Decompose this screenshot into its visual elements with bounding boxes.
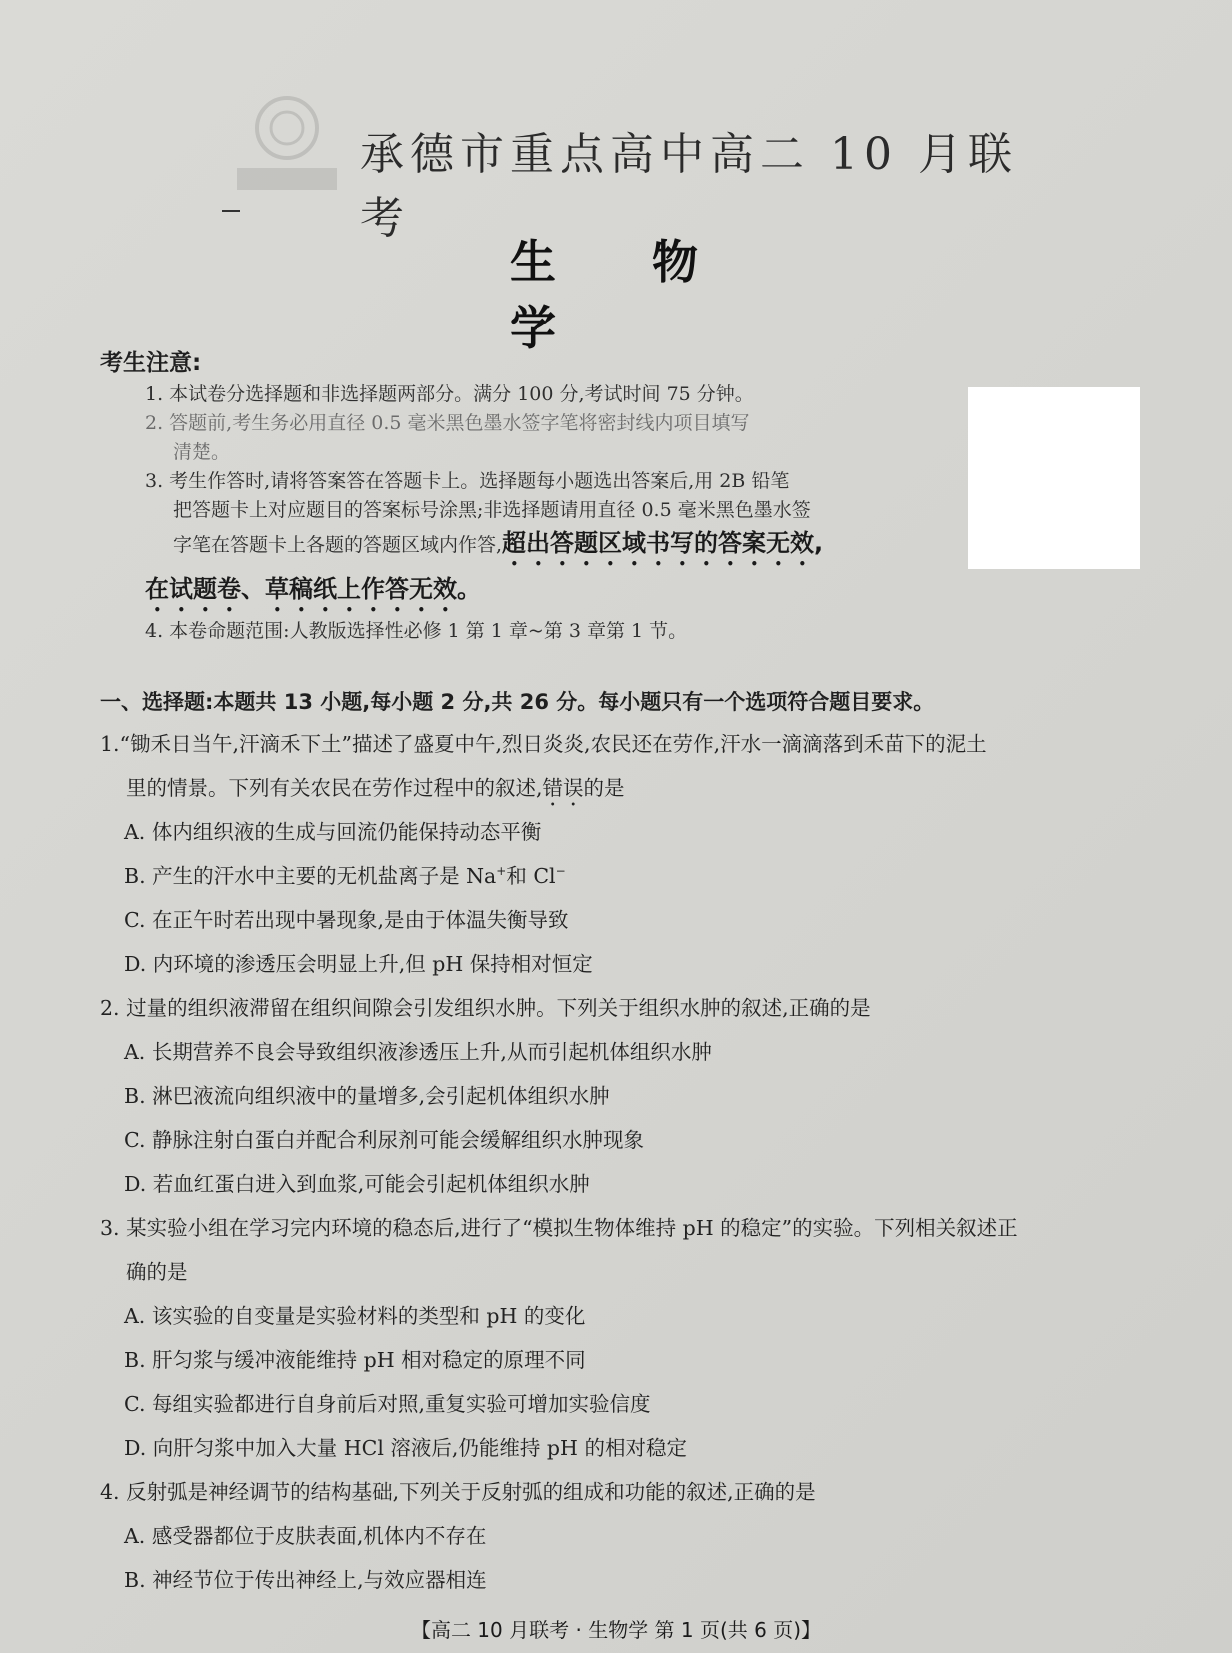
option-4b: B. 神经节位于传出神经上,与效应器相连 [124, 1568, 487, 1592]
option-1b-sup1: + [496, 864, 507, 879]
notice-item-2-cont: 清楚。 [173, 441, 231, 463]
option-2b: B. 淋巴液流向组织液中的量增多,会引起机体组织水肿 [124, 1084, 610, 1108]
option-2a: A. 长期营养不良会导致组织液渗透压上升,从而引起机体组织水肿 [124, 1040, 712, 1064]
question-2: 2. 过量的组织液滞留在组织间隙会引发组织水肿。下列关于组织水肿的叙述,正确的是 [100, 996, 871, 1020]
option-3b: B. 肝匀浆与缓冲液能维持 pH 相对稳定的原理不同 [124, 1348, 586, 1372]
school-seal-watermark [222, 88, 352, 208]
question-1-cont [100, 766, 1160, 810]
section-title: 一、选择题:本题共 13 小题,每小题 2 分,共 26 分。每小题只有一个选项符合题目要求。 [100, 690, 935, 714]
notice-title: 考生注意: [100, 350, 202, 376]
option-1b-text: B. 产生的汗水中主要的无机盐离子是 Na [124, 864, 497, 888]
page-footer: 【高二 10 月联考 · 生物学 第 1 页(共 6 页)】 [410, 1618, 822, 1642]
option-2d: D. 若血红蛋白进入到血浆,可能会引起机体组织水肿 [124, 1172, 590, 1196]
question-1-emphasis: 错误 [542, 776, 584, 800]
notice-emphasis-2: 在试题卷、草稿纸上作答无效。 [145, 575, 481, 603]
question-3: 3. 某实验小组在学习完内环境的稳态后,进行了“模拟生物体维持 pH 的稳定”的实验。下列相关叙述正 [100, 1216, 1018, 1240]
question-3-cont: 确的是 [126, 1260, 188, 1284]
option-2c: C. 静脉注射白蛋白并配合利尿剂可能会缓解组织水肿现象 [124, 1128, 644, 1152]
option-1b-mid: 和 Cl [506, 864, 556, 888]
question-1: 1.“锄禾日当午,汗滴禾下土”描述了盛夏中午,烈日炎炎,农民还在劳作,汗水一滴滴落到禾苗下的泥土 [100, 732, 987, 756]
subject-title: 生 物 学 [510, 235, 739, 355]
question-1-end: 的是 [583, 776, 625, 800]
redacted-barcode-box [968, 387, 1140, 569]
option-3c: C. 每组实验都进行自身前后对照,重复实验可增加实验信度 [124, 1392, 651, 1416]
option-1b [100, 854, 1160, 898]
option-1a: A. 体内组织液的生成与回流仍能保持动态平衡 [124, 820, 542, 844]
notice-item-3-cont: 把答题卡上对应题目的答案标号涂黑;非选择题请用直径 0.5 毫米黑色墨水签 [173, 499, 811, 521]
option-1b-sup2: − [555, 864, 566, 879]
option-1c: C. 在正午时若出现中暑现象,是由于体温失衡导致 [124, 908, 569, 932]
question-4: 4. 反射弧是神经调节的结构基础,下列关于反射弧的组成和功能的叙述,正确的是 [100, 1480, 816, 1504]
margin-dash [222, 210, 240, 212]
option-4a: A. 感受器都位于皮肤表面,机体内不存在 [124, 1524, 487, 1548]
notice-list [145, 380, 945, 646]
question-list [100, 722, 1160, 1602]
notice-item-3-cont2 [145, 525, 945, 571]
question-1-text: 里的情景。下列有关农民在劳作过程中的叙述, [126, 776, 543, 800]
notice-item-3-text: 字笔在答题卡上各题的答题区域内作答, [173, 534, 503, 556]
notice-item-1: 1. 本试卷分选择题和非选择题两部分。满分 100 分,考试时间 75 分钟。 [145, 383, 754, 405]
exam-title: 承德市重点高中高二 10 月联考 [360, 129, 1018, 244]
notice-item-3: 3. 考生作答时,请将答案答在答题卡上。选择题每小题选出答案后,用 2B 铅笔 [145, 470, 790, 492]
option-3a: A. 该实验的自变量是实验材料的类型和 pH 的变化 [124, 1304, 586, 1328]
notice-emphasis-1: 超出答题区域书写的答案无效, [502, 529, 824, 557]
option-3d: D. 向肝匀浆中加入大量 HCl 溶液后,仍能维持 pH 的相对稳定 [124, 1436, 687, 1460]
notice-item-4: 4. 本卷命题范围:人教版选择性必修 1 第 1 章~第 3 章第 1 节。 [145, 620, 688, 642]
option-1d: D. 内环境的渗透压会明显上升,但 pH 保持相对恒定 [124, 952, 593, 976]
notice-item-2: 2. 答题前,考生务必用直径 0.5 毫米黑色墨水签字笔将密封线内项目填写 [145, 412, 750, 434]
